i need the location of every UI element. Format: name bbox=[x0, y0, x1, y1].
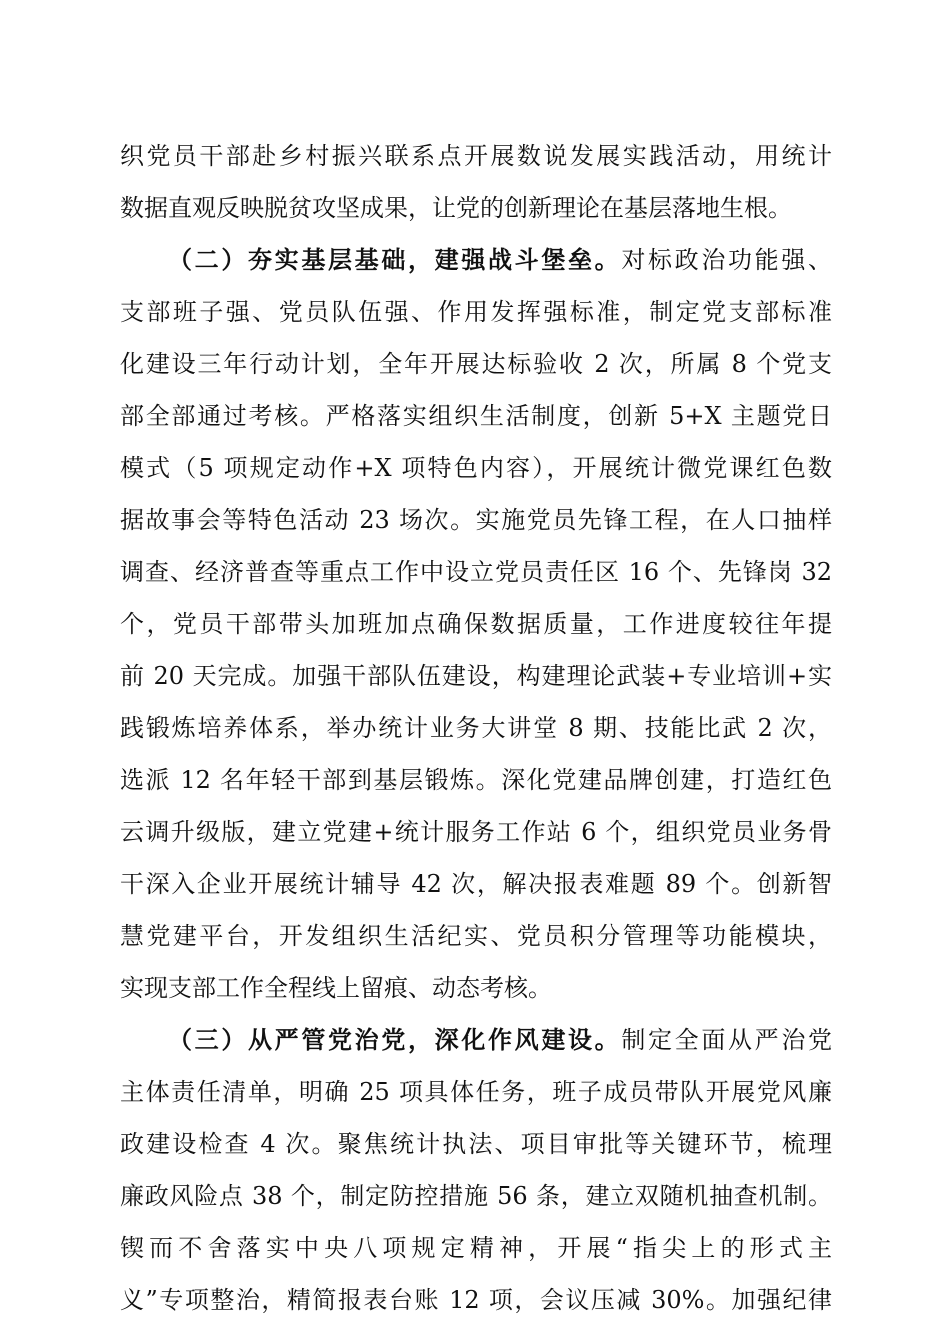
section-2-heading: （二）夯实基层基础，建强战斗堡垒。 bbox=[168, 245, 622, 274]
body-text-line: 主体责任清单，明确 25 项具体任务，班子成员带队开展党风廉 bbox=[120, 1078, 832, 1106]
body-text-line: 干深入企业开展统计辅导 42 次，解决报表难题 89 个。创新智 bbox=[120, 870, 832, 898]
body-text-span: 对标政治功能强、 bbox=[621, 246, 832, 274]
body-text-line: 选派 12 名年轻干部到基层锻炼。深化党建品牌创建，打造红色 bbox=[120, 766, 832, 794]
body-text-line: 化建设三年行动计划，全年开展达标验收 2 次，所属 8 个党支 bbox=[120, 350, 832, 378]
section-2-paragraph-first-line bbox=[168, 240, 832, 280]
body-text-line: 模式（5 项规定动作+X 项特色内容），开展统计微党课红色数 bbox=[120, 454, 832, 482]
body-text-line: 数据直观反映脱贫攻坚成果，让党的创新理论在基层落地生根。 bbox=[120, 194, 792, 222]
body-text-line: 据故事会等特色活动 23 场次。实施党员先锋工程，在人口抽样 bbox=[120, 506, 832, 534]
body-text-line: 廉政风险点 38 个，制定防控措施 56 条，建立双随机抽查机制。 bbox=[120, 1182, 832, 1210]
body-text-line: 践锻炼培养体系，举办统计业务大讲堂 8 期、技能比武 2 次， bbox=[120, 714, 832, 742]
body-text-line: 实现支部工作全程线上留痕、动态考核。 bbox=[120, 974, 552, 1002]
body-text-line: 锲而不舍落实中央八项规定精神，开展“指尖上的形式主 bbox=[120, 1234, 832, 1262]
section-3-paragraph-first-line bbox=[168, 1020, 832, 1060]
body-text-line: 政建设检查 4 次。聚焦统计执法、项目审批等关键环节，梳理 bbox=[120, 1130, 832, 1158]
body-text-line: 慧党建平台，开发组织生活纪实、党员积分管理等功能模块， bbox=[120, 922, 832, 950]
body-text-line: 支部班子强、党员队伍强、作用发挥强标准，制定党支部标准 bbox=[120, 298, 832, 326]
body-text-line: 调查、经济普查等重点工作中设立党员责任区 16 个、先锋岗 32 bbox=[120, 558, 832, 586]
body-text-line: 织党员干部赴乡村振兴联系点开展数说发展实践活动，用统计 bbox=[120, 142, 832, 170]
body-text-line: 前 20 天完成。加强干部队伍建设，构建理论武装+专业培训+实 bbox=[120, 662, 832, 690]
body-text-line: 义”专项整治，精简报表台账 12 项，会议压减 30%。加强纪律 bbox=[120, 1286, 832, 1314]
body-text-line: 部全部通过考核。严格落实组织生活制度，创新 5+X 主题党日 bbox=[120, 402, 832, 430]
body-text-line: 个，党员干部带头加班加点确保数据质量，工作进度较往年提 bbox=[120, 610, 832, 638]
section-3-heading: （三）从严管党治党，深化作风建设。 bbox=[168, 1025, 622, 1054]
body-text-line: 云调升级版，建立党建+统计服务工作站 6 个，组织党员业务骨 bbox=[120, 818, 832, 846]
body-text-span: 制定全面从严治党 bbox=[621, 1026, 832, 1054]
